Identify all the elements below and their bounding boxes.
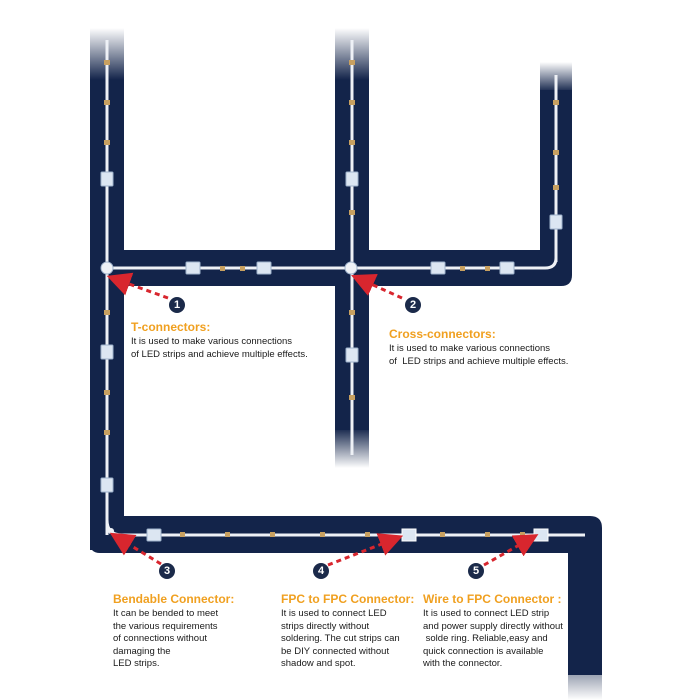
caption-line: solde ring. Reliable,easy and [423,633,548,644]
caption-line: of LED strips and achieve multiple effects. [131,348,308,360]
caption-line: damaging the [113,645,171,657]
caption-line: strips directly without [281,620,370,632]
caption-line: It is used to make various connections [389,343,551,354]
caption-line: It is used to connect LED [281,608,387,619]
caption-line: quick connection is available [423,645,544,657]
caption-line: of connections without [113,633,208,644]
fpc-connector-title: FPC to FPC Connector: [281,592,415,606]
caption-line: It is used to connect LED strip [423,608,550,619]
caption-line: LED strips. [113,658,160,669]
connector-number-2: 2 [405,297,421,313]
caption-line: soldering. The cut strips can [281,633,400,644]
cross-connector-icon [345,262,357,274]
wire-connector-caption [423,592,563,671]
t-connector-title: T-connectors: [131,320,211,334]
caption-line: of LED strips and achieve multiple effects. [389,355,569,367]
bendable-connector-caption [113,592,234,671]
t-connector-caption [131,320,308,361]
connector-number-1: 1 [169,297,185,313]
bendable-connector-icon [108,528,114,534]
fpc-connector-caption [281,592,414,671]
caption-line: and power supply directly without [423,620,563,632]
caption-line: be DIY connected without [281,645,390,657]
caption-line: shadow and spot. [281,658,356,669]
cross-connector-caption [389,327,568,368]
t-connector-icon [101,262,113,274]
connector-number-5: 5 [468,563,484,579]
cross-connector-title: Cross-connectors: [389,327,496,341]
caption-line: the various requirements [113,620,218,632]
caption-line: with the connector. [423,658,503,669]
caption-line: It is used to make various connections [131,336,293,347]
bendable-connector-title: Bendable Connector: [113,592,235,606]
connector-number-4: 4 [313,563,329,579]
caption-line: It can be bended to meet [113,608,219,619]
wire-connector-title: Wire to FPC Connector : [423,592,562,606]
connector-number-3: 3 [159,563,175,579]
